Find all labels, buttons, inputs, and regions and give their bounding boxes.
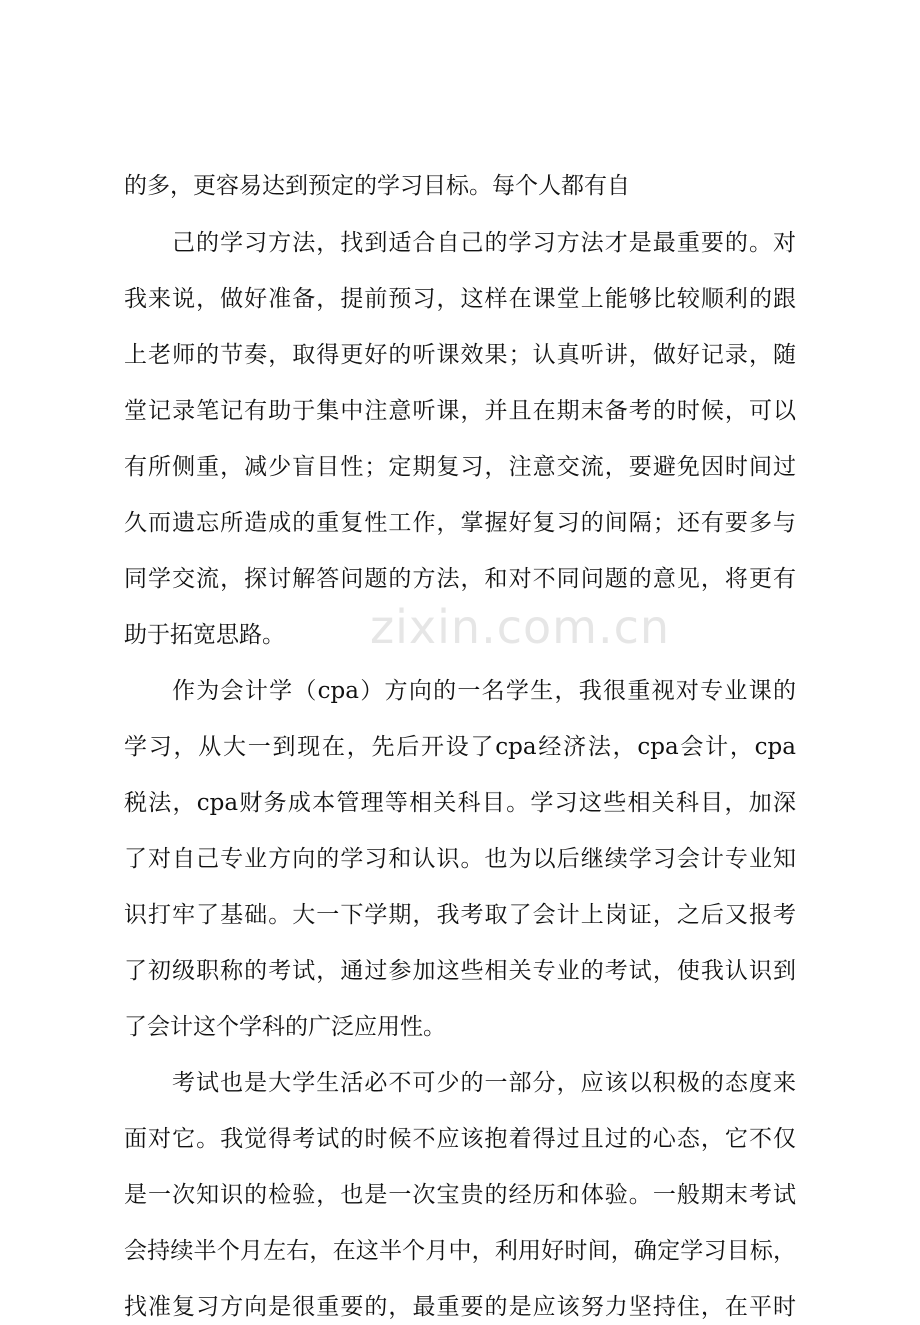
paragraph-first-line: 考试也是大学生活必不可少的一部分，应该以积极的态度来 bbox=[172, 1070, 796, 1096]
text-line: 助于拓宽思路。 bbox=[124, 622, 285, 648]
text-line: 久而遗忘所造成的重复性工作，掌握好复习的间隔；还有要多与 bbox=[124, 510, 796, 536]
text-line: 同学交流，探讨解答问题的方法，和对不同问题的意见，将更有 bbox=[124, 566, 796, 592]
text-line: 了初级职称的考试，通过参加这些相关专业的考试，使我认识到 bbox=[124, 958, 796, 984]
text-line: 会持续半个月左右，在这半个月中，利用好时间，确定学习目标， bbox=[124, 1238, 796, 1264]
text-line: 面对它。我觉得考试的时候不应该抱着得过且过的心态，它不仅 bbox=[124, 1126, 796, 1152]
text-line: 的多，更容易达到预定的学习目标。每个人都有自 bbox=[124, 173, 630, 199]
text-line: 有所侧重，减少盲目性；定期复习，注意交流，要避免因时间过 bbox=[124, 454, 796, 480]
watermark: zixin.com.cn bbox=[370, 600, 671, 654]
text-line: 了对自己专业方向的学习和认识。也为以后继续学习会计专业知 bbox=[124, 846, 796, 872]
text-line: 了会计这个学科的广泛应用性。 bbox=[124, 1014, 446, 1040]
paragraph-first-line: 作为会计学（cpa）方向的一名学生，我很重视对专业课的 bbox=[172, 678, 796, 704]
text-line: 税法，cpa财务成本管理等相关科目。学习这些相关科目，加深 bbox=[124, 790, 796, 816]
paragraph-first-line: 己的学习方法，找到适合自己的学习方法才是最重要的。对 bbox=[172, 230, 796, 256]
text-line: 堂记录笔记有助于集中注意听课，并且在期末备考的时候，可以 bbox=[124, 398, 796, 424]
text-line: 是一次知识的检验，也是一次宝贵的经历和体验。一般期末考试 bbox=[124, 1182, 796, 1208]
text-line: 上老师的节奏，取得更好的听课效果；认真听讲，做好记录，随 bbox=[124, 342, 796, 368]
text-line: 找准复习方向是很重要的，最重要的是应该努力坚持住，在平时 bbox=[124, 1294, 796, 1320]
text-line: 我来说，做好准备，提前预习，这样在课堂上能够比较顺利的跟 bbox=[124, 286, 796, 312]
text-line: 识打牢了基础。大一下学期，我考取了会计上岗证，之后又报考 bbox=[124, 902, 796, 928]
text-line: 学习，从大一到现在，先后开设了cpa经济法，cpa会计，cpa bbox=[124, 734, 796, 760]
